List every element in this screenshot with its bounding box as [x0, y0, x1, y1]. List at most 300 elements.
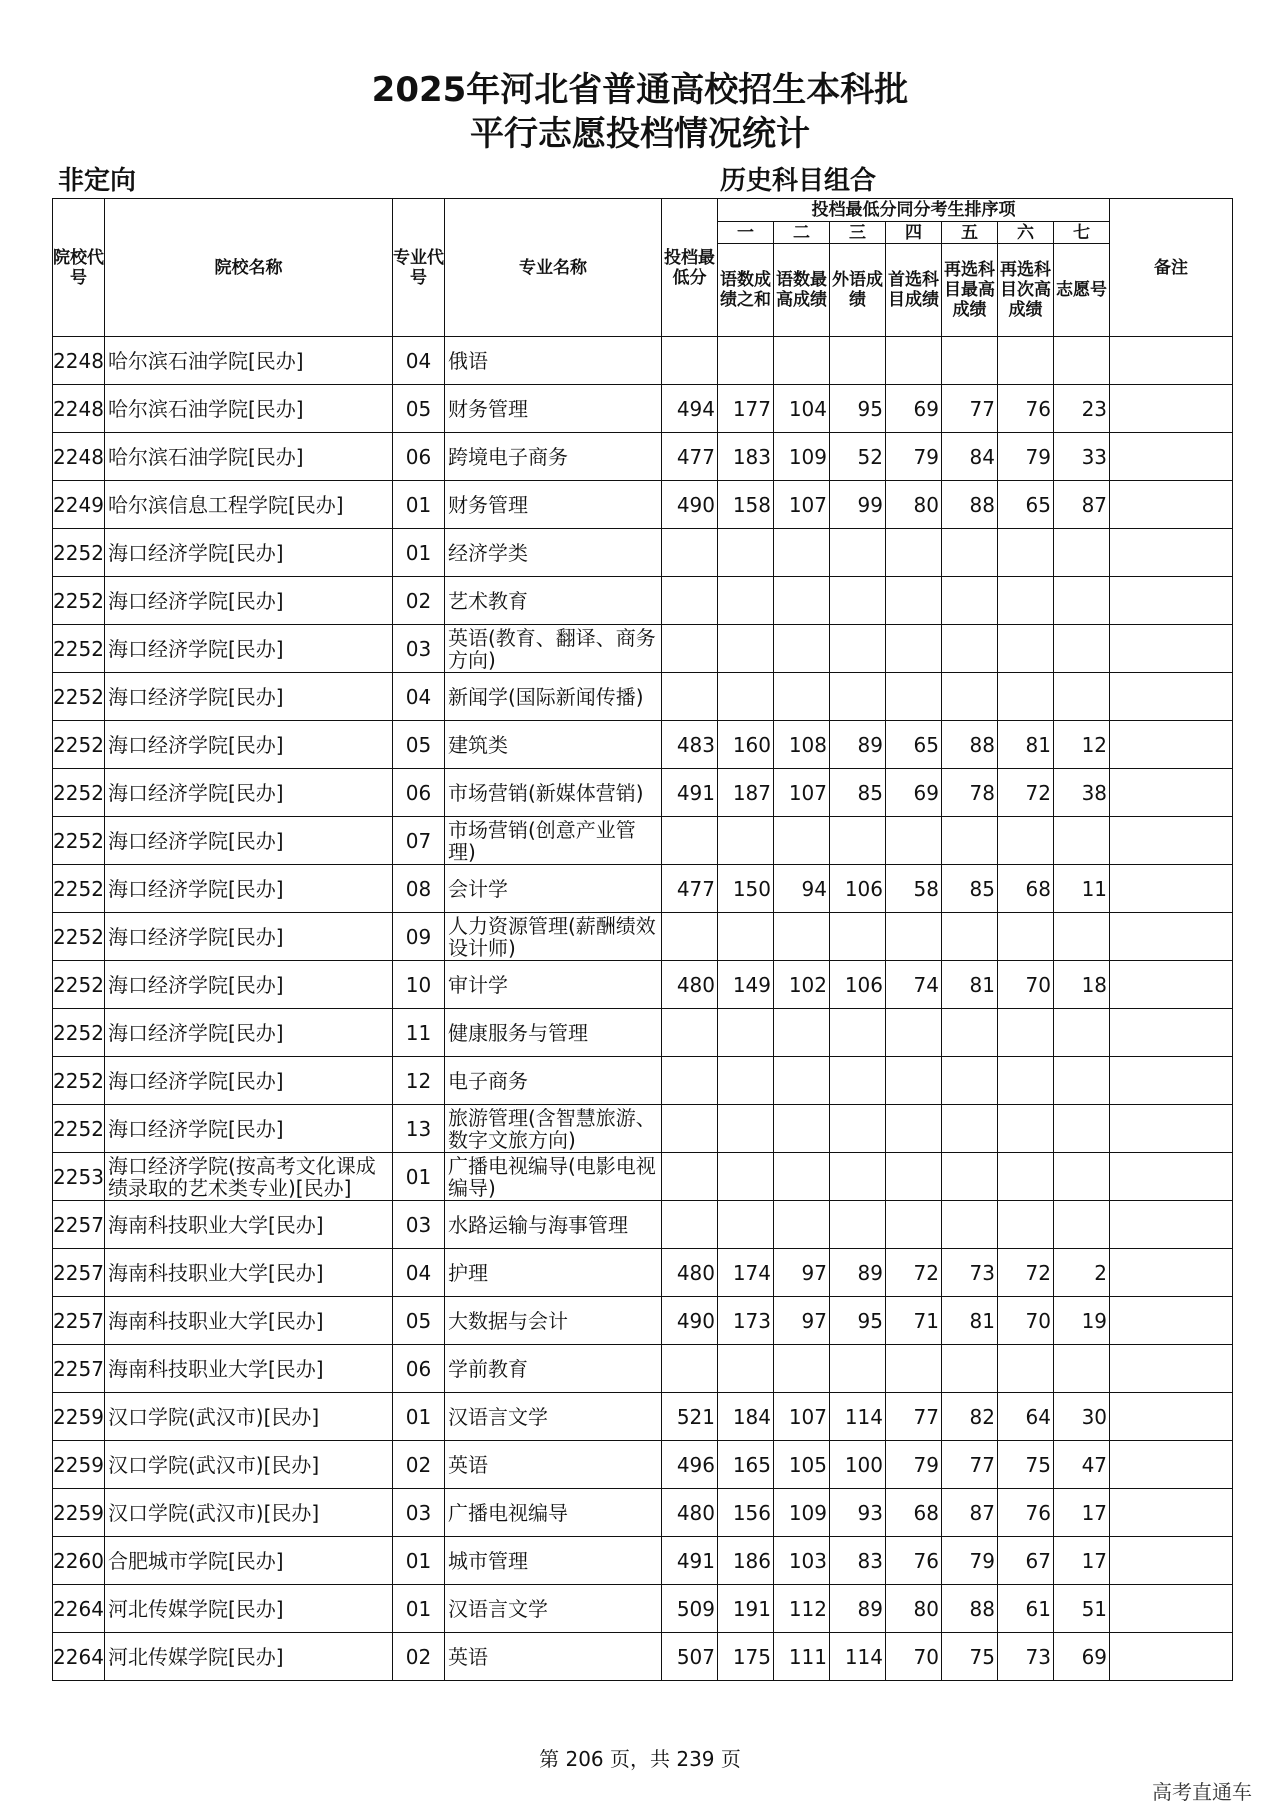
major-code-cell: 01 — [393, 529, 445, 577]
sum-chinese-math-cell — [718, 577, 774, 625]
foreign-language-cell — [830, 817, 886, 865]
first-subject-cell: 71 — [886, 1297, 942, 1345]
table-row — [53, 337, 1233, 385]
school-code-cell: 2252 — [53, 913, 105, 961]
elective-second-cell: 64 — [998, 1393, 1054, 1441]
school-code-cell: 2260 — [53, 1537, 105, 1585]
min-score-cell — [662, 1345, 718, 1393]
sum-chinese-math-cell: 175 — [718, 1633, 774, 1681]
first-subject-cell: 70 — [886, 1633, 942, 1681]
school-name-cell: 海口经济学院[民办] — [105, 1105, 393, 1153]
table-row — [53, 1441, 1233, 1489]
sum-chinese-math-cell: 187 — [718, 769, 774, 817]
major-name-cell: 市场营销(新媒体营销) — [445, 769, 662, 817]
preference-number-cell — [1054, 529, 1110, 577]
remark-cell — [1110, 1393, 1233, 1441]
major-name-cell: 会计学 — [445, 865, 662, 913]
sum-chinese-math-cell: 156 — [718, 1489, 774, 1537]
school-name-cell: 海口经济学院[民办] — [105, 721, 393, 769]
max-chinese-math-cell — [774, 1105, 830, 1153]
school-name-cell: 海口经济学院(按高考文化课成绩录取的艺术类专业)[民办] — [105, 1153, 393, 1201]
min-score-cell: 480 — [662, 1489, 718, 1537]
header-tiebreak-group: 投档最低分同分考生排序项 — [718, 199, 1110, 222]
preference-number-cell — [1054, 1009, 1110, 1057]
sum-chinese-math-cell: 160 — [718, 721, 774, 769]
preference-number-cell — [1054, 1345, 1110, 1393]
foreign-language-cell: 114 — [830, 1393, 886, 1441]
elective-highest-cell: 88 — [942, 1585, 998, 1633]
table-row — [53, 1393, 1233, 1441]
elective-highest-cell: 87 — [942, 1489, 998, 1537]
max-chinese-math-cell: 108 — [774, 721, 830, 769]
major-code-cell: 06 — [393, 1345, 445, 1393]
major-code-cell: 01 — [393, 1393, 445, 1441]
foreign-language-cell — [830, 1009, 886, 1057]
school-name-cell: 海口经济学院[民办] — [105, 817, 393, 865]
first-subject-cell — [886, 577, 942, 625]
school-name-cell: 海口经济学院[民办] — [105, 1057, 393, 1105]
major-name-cell: 财务管理 — [445, 481, 662, 529]
min-score-cell: 496 — [662, 1441, 718, 1489]
header-remarks: 备注 — [1110, 199, 1233, 337]
first-subject-cell: 69 — [886, 769, 942, 817]
major-code-cell: 02 — [393, 1633, 445, 1681]
foreign-language-cell — [830, 529, 886, 577]
elective-second-cell — [998, 337, 1054, 385]
remark-cell — [1110, 865, 1233, 913]
remark-cell — [1110, 1633, 1233, 1681]
school-name-cell: 海口经济学院[民办] — [105, 913, 393, 961]
preference-number-cell: 33 — [1054, 433, 1110, 481]
foreign-language-cell — [830, 1345, 886, 1393]
remark-cell — [1110, 1153, 1233, 1201]
sum-chinese-math-cell — [718, 913, 774, 961]
min-score-cell — [662, 817, 718, 865]
foreign-language-cell: 95 — [830, 385, 886, 433]
elective-highest-cell: 73 — [942, 1249, 998, 1297]
min-score-cell: 477 — [662, 433, 718, 481]
elective-highest-cell — [942, 1057, 998, 1105]
min-score-cell: 509 — [662, 1585, 718, 1633]
max-chinese-math-cell: 104 — [774, 385, 830, 433]
school-name-cell: 河北传媒学院[民办] — [105, 1585, 393, 1633]
table-row — [53, 1345, 1233, 1393]
preference-number-cell — [1054, 1201, 1110, 1249]
first-subject-cell — [886, 337, 942, 385]
sum-chinese-math-cell — [718, 1057, 774, 1105]
first-subject-cell: 69 — [886, 385, 942, 433]
table-row — [53, 1249, 1233, 1297]
header-order-7: 七 — [1054, 222, 1110, 244]
foreign-language-cell: 99 — [830, 481, 886, 529]
min-score-cell: 491 — [662, 1537, 718, 1585]
header-item-2: 语数最高成绩 — [774, 244, 830, 337]
sum-chinese-math-cell: 177 — [718, 385, 774, 433]
header-school-code: 院校代号 — [53, 199, 105, 337]
max-chinese-math-cell: 97 — [774, 1297, 830, 1345]
preference-number-cell: 38 — [1054, 769, 1110, 817]
elective-second-cell: 76 — [998, 385, 1054, 433]
school-name-cell: 合肥城市学院[民办] — [105, 1537, 393, 1585]
major-code-cell: 03 — [393, 625, 445, 673]
remark-cell — [1110, 721, 1233, 769]
major-code-cell: 05 — [393, 1297, 445, 1345]
max-chinese-math-cell: 107 — [774, 481, 830, 529]
min-score-cell — [662, 1105, 718, 1153]
major-code-cell: 09 — [393, 913, 445, 961]
header-item-4: 首选科目成绩 — [886, 244, 942, 337]
school-code-cell: 2252 — [53, 721, 105, 769]
school-name-cell: 海南科技职业大学[民办] — [105, 1345, 393, 1393]
min-score-cell — [662, 1057, 718, 1105]
elective-highest-cell — [942, 913, 998, 961]
school-code-cell: 2257 — [53, 1297, 105, 1345]
header-major-code: 专业代号 — [393, 199, 445, 337]
table-row — [53, 1009, 1233, 1057]
max-chinese-math-cell: 105 — [774, 1441, 830, 1489]
first-subject-cell — [886, 673, 942, 721]
category-label: 非定向 — [58, 166, 137, 196]
sum-chinese-math-cell — [718, 625, 774, 673]
elective-second-cell — [998, 1345, 1054, 1393]
elective-highest-cell: 85 — [942, 865, 998, 913]
elective-second-cell: 67 — [998, 1537, 1054, 1585]
elective-highest-cell — [942, 1345, 998, 1393]
foreign-language-cell — [830, 337, 886, 385]
major-name-cell: 新闻学(国际新闻传播) — [445, 673, 662, 721]
elective-second-cell: 72 — [998, 1249, 1054, 1297]
major-name-cell: 经济学类 — [445, 529, 662, 577]
min-score-cell — [662, 1009, 718, 1057]
table-row — [53, 817, 1233, 865]
sum-chinese-math-cell — [718, 1345, 774, 1393]
school-code-cell: 2252 — [53, 817, 105, 865]
school-code-cell: 2252 — [53, 961, 105, 1009]
first-subject-cell — [886, 529, 942, 577]
max-chinese-math-cell — [774, 817, 830, 865]
school-name-cell: 哈尔滨石油学院[民办] — [105, 385, 393, 433]
header-order-4: 四 — [886, 222, 942, 244]
first-subject-cell: 80 — [886, 481, 942, 529]
school-code-cell: 2257 — [53, 1249, 105, 1297]
major-code-cell: 03 — [393, 1201, 445, 1249]
major-name-cell: 英语(教育、翻译、商务方向) — [445, 625, 662, 673]
header-item-7: 志愿号 — [1054, 244, 1110, 337]
preference-number-cell: 69 — [1054, 1633, 1110, 1681]
admission-table — [52, 198, 1233, 1681]
sum-chinese-math-cell — [718, 529, 774, 577]
min-score-cell: 490 — [662, 481, 718, 529]
first-subject-cell — [886, 1345, 942, 1393]
remark-cell — [1110, 1537, 1233, 1585]
remark-cell — [1110, 385, 1233, 433]
remark-cell — [1110, 481, 1233, 529]
first-subject-cell: 68 — [886, 1489, 942, 1537]
elective-highest-cell — [942, 1201, 998, 1249]
elective-second-cell: 76 — [998, 1489, 1054, 1537]
foreign-language-cell — [830, 1057, 886, 1105]
school-name-cell: 海口经济学院[民办] — [105, 865, 393, 913]
min-score-cell: 491 — [662, 769, 718, 817]
elective-highest-cell — [942, 577, 998, 625]
sum-chinese-math-cell: 174 — [718, 1249, 774, 1297]
major-code-cell: 05 — [393, 385, 445, 433]
foreign-language-cell: 52 — [830, 433, 886, 481]
major-name-cell: 英语 — [445, 1633, 662, 1681]
school-name-cell: 海南科技职业大学[民办] — [105, 1201, 393, 1249]
max-chinese-math-cell: 112 — [774, 1585, 830, 1633]
sum-chinese-math-cell — [718, 1105, 774, 1153]
max-chinese-math-cell — [774, 1345, 830, 1393]
header-item-5: 再选科目最高成绩 — [942, 244, 998, 337]
table-row — [53, 1105, 1233, 1153]
elective-highest-cell: 84 — [942, 433, 998, 481]
school-code-cell: 2253 — [53, 1153, 105, 1201]
remark-cell — [1110, 1489, 1233, 1537]
major-name-cell: 汉语言文学 — [445, 1585, 662, 1633]
remark-cell — [1110, 1201, 1233, 1249]
min-score-cell — [662, 529, 718, 577]
elective-highest-cell — [942, 529, 998, 577]
header-item-6: 再选科目次高成绩 — [998, 244, 1054, 337]
max-chinese-math-cell: 109 — [774, 1489, 830, 1537]
major-code-cell: 04 — [393, 337, 445, 385]
max-chinese-math-cell: 102 — [774, 961, 830, 1009]
table-row — [53, 961, 1233, 1009]
elective-second-cell: 75 — [998, 1441, 1054, 1489]
remark-cell — [1110, 769, 1233, 817]
elective-highest-cell: 88 — [942, 481, 998, 529]
school-name-cell: 海口经济学院[民办] — [105, 1009, 393, 1057]
school-code-cell: 2252 — [53, 865, 105, 913]
sum-chinese-math-cell — [718, 817, 774, 865]
school-name-cell: 海口经济学院[民办] — [105, 769, 393, 817]
foreign-language-cell — [830, 1201, 886, 1249]
min-score-cell: 490 — [662, 1297, 718, 1345]
preference-number-cell: 12 — [1054, 721, 1110, 769]
sum-chinese-math-cell — [718, 1201, 774, 1249]
major-name-cell: 大数据与会计 — [445, 1297, 662, 1345]
remark-cell — [1110, 337, 1233, 385]
sum-chinese-math-cell: 173 — [718, 1297, 774, 1345]
school-code-cell: 2257 — [53, 1201, 105, 1249]
school-name-cell: 汉口学院(武汉市)[民办] — [105, 1489, 393, 1537]
elective-second-cell — [998, 1201, 1054, 1249]
preference-number-cell — [1054, 1057, 1110, 1105]
school-name-cell: 汉口学院(武汉市)[民办] — [105, 1393, 393, 1441]
foreign-language-cell: 89 — [830, 721, 886, 769]
preference-number-cell: 30 — [1054, 1393, 1110, 1441]
min-score-cell: 480 — [662, 1249, 718, 1297]
sum-chinese-math-cell: 191 — [718, 1585, 774, 1633]
school-code-cell: 2259 — [53, 1489, 105, 1537]
table-body — [53, 337, 1233, 1681]
school-code-cell: 2252 — [53, 673, 105, 721]
foreign-language-cell — [830, 913, 886, 961]
foreign-language-cell: 93 — [830, 1489, 886, 1537]
foreign-language-cell — [830, 577, 886, 625]
major-name-cell: 人力资源管理(薪酬绩效设计师) — [445, 913, 662, 961]
max-chinese-math-cell: 103 — [774, 1537, 830, 1585]
major-code-cell: 02 — [393, 577, 445, 625]
first-subject-cell: 80 — [886, 1585, 942, 1633]
remark-cell — [1110, 961, 1233, 1009]
school-name-cell: 海口经济学院[民办] — [105, 577, 393, 625]
remark-cell — [1110, 1585, 1233, 1633]
major-name-cell: 审计学 — [445, 961, 662, 1009]
elective-second-cell: 68 — [998, 865, 1054, 913]
watermark: 高考直通车 — [1152, 1780, 1252, 1804]
elective-highest-cell: 88 — [942, 721, 998, 769]
elective-highest-cell: 77 — [942, 385, 998, 433]
max-chinese-math-cell: 94 — [774, 865, 830, 913]
elective-second-cell — [998, 625, 1054, 673]
table-row — [53, 433, 1233, 481]
preference-number-cell — [1054, 337, 1110, 385]
preference-number-cell: 51 — [1054, 1585, 1110, 1633]
sum-chinese-math-cell: 158 — [718, 481, 774, 529]
elective-highest-cell — [942, 673, 998, 721]
school-name-cell: 海口经济学院[民办] — [105, 625, 393, 673]
foreign-language-cell: 83 — [830, 1537, 886, 1585]
max-chinese-math-cell — [774, 529, 830, 577]
min-score-cell: 521 — [662, 1393, 718, 1441]
sum-chinese-math-cell: 165 — [718, 1441, 774, 1489]
first-subject-cell — [886, 625, 942, 673]
preference-number-cell: 23 — [1054, 385, 1110, 433]
school-code-cell: 2264 — [53, 1585, 105, 1633]
school-name-cell: 海口经济学院[民办] — [105, 529, 393, 577]
table-row — [53, 481, 1233, 529]
remark-cell — [1110, 913, 1233, 961]
school-name-cell: 汉口学院(武汉市)[民办] — [105, 1441, 393, 1489]
sum-chinese-math-cell: 184 — [718, 1393, 774, 1441]
header-school-name: 院校名称 — [105, 199, 393, 337]
major-name-cell: 旅游管理(含智慧旅游、数字文旅方向) — [445, 1105, 662, 1153]
foreign-language-cell: 114 — [830, 1633, 886, 1681]
first-subject-cell — [886, 1057, 942, 1105]
table-row — [53, 769, 1233, 817]
sum-chinese-math-cell: 183 — [718, 433, 774, 481]
elective-second-cell: 79 — [998, 433, 1054, 481]
elective-second-cell: 72 — [998, 769, 1054, 817]
elective-second-cell: 65 — [998, 481, 1054, 529]
preference-number-cell — [1054, 625, 1110, 673]
preference-number-cell: 17 — [1054, 1537, 1110, 1585]
first-subject-cell — [886, 1201, 942, 1249]
min-score-cell — [662, 1201, 718, 1249]
foreign-language-cell: 106 — [830, 961, 886, 1009]
school-name-cell: 哈尔滨信息工程学院[民办] — [105, 481, 393, 529]
max-chinese-math-cell — [774, 913, 830, 961]
header-order-5: 五 — [942, 222, 998, 244]
first-subject-cell: 77 — [886, 1393, 942, 1441]
foreign-language-cell — [830, 1105, 886, 1153]
major-code-cell: 04 — [393, 1249, 445, 1297]
max-chinese-math-cell — [774, 673, 830, 721]
elective-highest-cell: 79 — [942, 1537, 998, 1585]
table-row — [53, 1585, 1233, 1633]
remark-cell — [1110, 529, 1233, 577]
header-item-3: 外语成绩 — [830, 244, 886, 337]
sum-chinese-math-cell — [718, 673, 774, 721]
max-chinese-math-cell — [774, 1057, 830, 1105]
school-code-cell: 2248 — [53, 337, 105, 385]
remark-cell — [1110, 1441, 1233, 1489]
major-name-cell: 健康服务与管理 — [445, 1009, 662, 1057]
elective-second-cell: 73 — [998, 1633, 1054, 1681]
min-score-cell: 494 — [662, 385, 718, 433]
major-code-cell: 13 — [393, 1105, 445, 1153]
sum-chinese-math-cell: 186 — [718, 1537, 774, 1585]
foreign-language-cell: 85 — [830, 769, 886, 817]
max-chinese-math-cell — [774, 577, 830, 625]
elective-highest-cell — [942, 1009, 998, 1057]
remark-cell — [1110, 1249, 1233, 1297]
elective-second-cell — [998, 817, 1054, 865]
remark-cell — [1110, 1297, 1233, 1345]
sum-chinese-math-cell — [718, 1153, 774, 1201]
min-score-cell — [662, 1153, 718, 1201]
first-subject-cell — [886, 817, 942, 865]
table-row — [53, 529, 1233, 577]
elective-highest-cell: 78 — [942, 769, 998, 817]
school-code-cell: 2248 — [53, 385, 105, 433]
foreign-language-cell — [830, 673, 886, 721]
elective-highest-cell — [942, 1153, 998, 1201]
major-name-cell: 建筑类 — [445, 721, 662, 769]
page-footer: 第 206 页，共 239 页 — [539, 1747, 741, 1771]
school-code-cell: 2252 — [53, 1105, 105, 1153]
elective-second-cell: 70 — [998, 961, 1054, 1009]
school-name-cell: 海南科技职业大学[民办] — [105, 1297, 393, 1345]
elective-second-cell — [998, 1105, 1054, 1153]
school-name-cell: 海口经济学院[民办] — [105, 673, 393, 721]
major-name-cell: 俄语 — [445, 337, 662, 385]
min-score-cell — [662, 337, 718, 385]
first-subject-cell — [886, 913, 942, 961]
major-code-cell: 06 — [393, 769, 445, 817]
table-row — [53, 385, 1233, 433]
major-code-cell: 01 — [393, 1585, 445, 1633]
first-subject-cell: 74 — [886, 961, 942, 1009]
table-row — [53, 673, 1233, 721]
major-code-cell: 06 — [393, 433, 445, 481]
table-row — [53, 1633, 1233, 1681]
school-code-cell: 2252 — [53, 1009, 105, 1057]
major-code-cell: 05 — [393, 721, 445, 769]
max-chinese-math-cell — [774, 625, 830, 673]
preference-number-cell — [1054, 1105, 1110, 1153]
elective-second-cell — [998, 1009, 1054, 1057]
preference-number-cell: 11 — [1054, 865, 1110, 913]
school-code-cell: 2257 — [53, 1345, 105, 1393]
major-name-cell: 水路运输与海事管理 — [445, 1201, 662, 1249]
sum-chinese-math-cell — [718, 1009, 774, 1057]
min-score-cell — [662, 913, 718, 961]
first-subject-cell: 76 — [886, 1537, 942, 1585]
table-row — [53, 913, 1233, 961]
school-code-cell: 2252 — [53, 577, 105, 625]
preference-number-cell — [1054, 1153, 1110, 1201]
major-name-cell: 电子商务 — [445, 1057, 662, 1105]
elective-second-cell: 81 — [998, 721, 1054, 769]
major-name-cell: 汉语言文学 — [445, 1393, 662, 1441]
header-major-name: 专业名称 — [445, 199, 662, 337]
min-score-cell: 483 — [662, 721, 718, 769]
elective-second-cell — [998, 577, 1054, 625]
header-item-1: 语数成绩之和 — [718, 244, 774, 337]
